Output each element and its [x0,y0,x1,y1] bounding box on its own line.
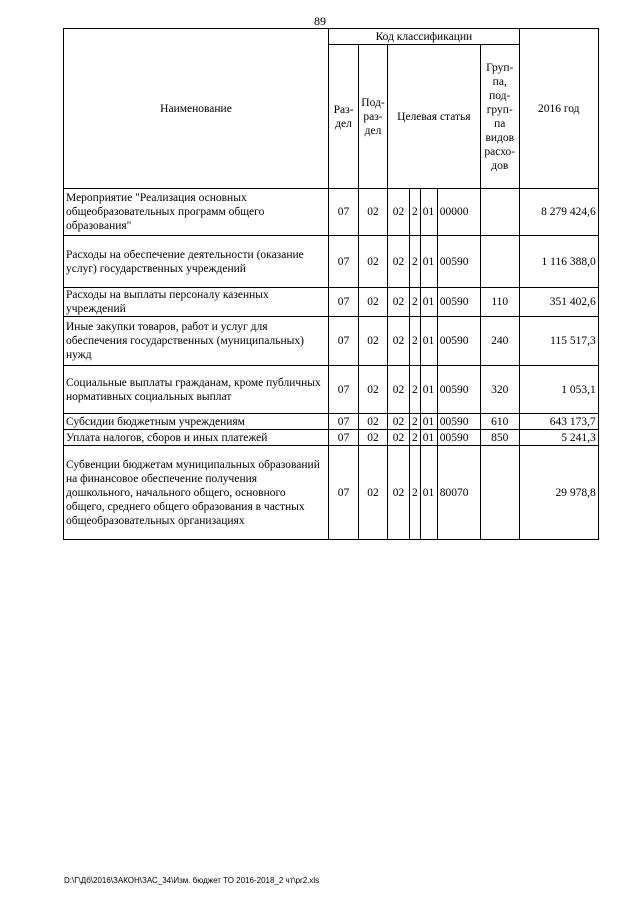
row-target-type: 2 [410,446,421,540]
row-target-type: 2 [410,189,421,236]
row-target-main: 01 [420,317,437,366]
row-amount: 1 116 388,0 [519,236,598,288]
row-name: Мероприятие "Реализация основных общеобразовательных программ общего образования" [64,189,329,236]
page-number: 89 [314,14,326,28]
row-podrazdel: 02 [359,236,388,288]
row-name: Субвенции бюджетам муниципальных образований на финансовое обеспечение получения дошкольного, начального общего, основного общего, среднего общего образования в частных общеобразовательных организациях [64,446,329,540]
row-name: Расходы на выплаты персоналу казенных учреждений [64,288,329,317]
row-amount: 8 279 424,6 [519,189,598,236]
row-name: Субсидии бюджетным учреждениям [64,414,329,430]
table-row [64,430,599,446]
row-name: Расходы на обеспечение деятельности (оказание услуг) государственных учреждений [64,236,329,288]
row-target-main: 01 [420,288,437,317]
row-razdel: 07 [329,317,359,366]
row-expense-group: 610 [480,414,519,430]
row-target-type: 2 [410,366,421,414]
row-target-program: 02 [388,236,410,288]
row-target-program: 02 [388,317,410,366]
row-target-direction: 00590 [437,317,480,366]
row-target-direction: 00000 [437,189,480,236]
row-expense-group: 320 [480,366,519,414]
row-expense-group: 240 [480,317,519,366]
row-amount: 5 241,3 [519,430,598,446]
row-razdel: 07 [329,366,359,414]
row-target-direction: 80070 [437,446,480,540]
row-amount: 29 978,8 [519,446,598,540]
table-row [64,446,599,540]
file-path-footer: D:\Г\Дб\2016\ЗАКОН\ЗАС_34\Изм. бюджет ТО 2016-2018_2 чт\pr2.xls [64,876,320,885]
row-target-main: 01 [420,414,437,430]
row-target-program: 02 [388,430,410,446]
budget-table [63,28,599,540]
row-amount: 643 173,7 [519,414,598,430]
row-target-program: 02 [388,446,410,540]
row-target-direction: 00590 [437,430,480,446]
row-name: Иные закупки товаров, работ и услуг для обеспечения государственных (муниципальных) нужд [64,317,329,366]
row-podrazdel: 02 [359,189,388,236]
row-amount: 351 402,6 [519,288,598,317]
row-target-type: 2 [410,288,421,317]
table-row [64,317,599,366]
row-podrazdel: 02 [359,288,388,317]
row-target-program: 02 [388,366,410,414]
row-target-type: 2 [410,430,421,446]
row-target-main: 01 [420,366,437,414]
row-target-direction: 00590 [437,288,480,317]
row-razdel: 07 [329,236,359,288]
row-expense-group: 850 [480,430,519,446]
row-podrazdel: 02 [359,366,388,414]
row-target-main: 01 [420,446,437,540]
table-row [64,189,599,236]
row-podrazdel: 02 [359,414,388,430]
row-target-main: 01 [420,236,437,288]
row-podrazdel: 02 [359,446,388,540]
row-target-type: 2 [410,236,421,288]
row-razdel: 07 [329,446,359,540]
row-expense-group [480,236,519,288]
header-name: Наименование [64,29,329,189]
row-target-direction: 00590 [437,236,480,288]
row-target-program: 02 [388,414,410,430]
row-razdel: 07 [329,414,359,430]
table-row [64,288,599,317]
row-razdel: 07 [329,288,359,317]
header-target: Целевая статья [388,45,481,189]
row-name: Социальные выплаты гражданам, кроме публичных нормативных социальных выплат [64,366,329,414]
row-target-direction: 00590 [437,366,480,414]
row-razdel: 07 [329,430,359,446]
header-code: Код классификации [329,29,520,45]
row-podrazdel: 02 [359,317,388,366]
table-row [64,414,599,430]
row-target-main: 01 [420,430,437,446]
row-podrazdel: 02 [359,430,388,446]
row-target-type: 2 [410,317,421,366]
row-name: Уплата налогов, сборов и иных платежей [64,430,329,446]
header-podrazdel: Под- раз- дел [359,45,388,189]
row-amount: 115 517,3 [519,317,598,366]
row-target-direction: 00590 [437,414,480,430]
table-row [64,236,599,288]
row-expense-group [480,446,519,540]
header-year: 2016 год [519,29,598,189]
row-target-program: 02 [388,288,410,317]
row-target-main: 01 [420,189,437,236]
row-expense-group: 110 [480,288,519,317]
row-expense-group [480,189,519,236]
header-group: Груп- па, под- груп- па видов расхо- дов [480,45,519,189]
row-razdel: 07 [329,189,359,236]
header-razdel: Раз- дел [329,45,359,189]
row-target-program: 02 [388,189,410,236]
row-amount: 1 053,1 [519,366,598,414]
table-row [64,366,599,414]
row-target-type: 2 [410,414,421,430]
